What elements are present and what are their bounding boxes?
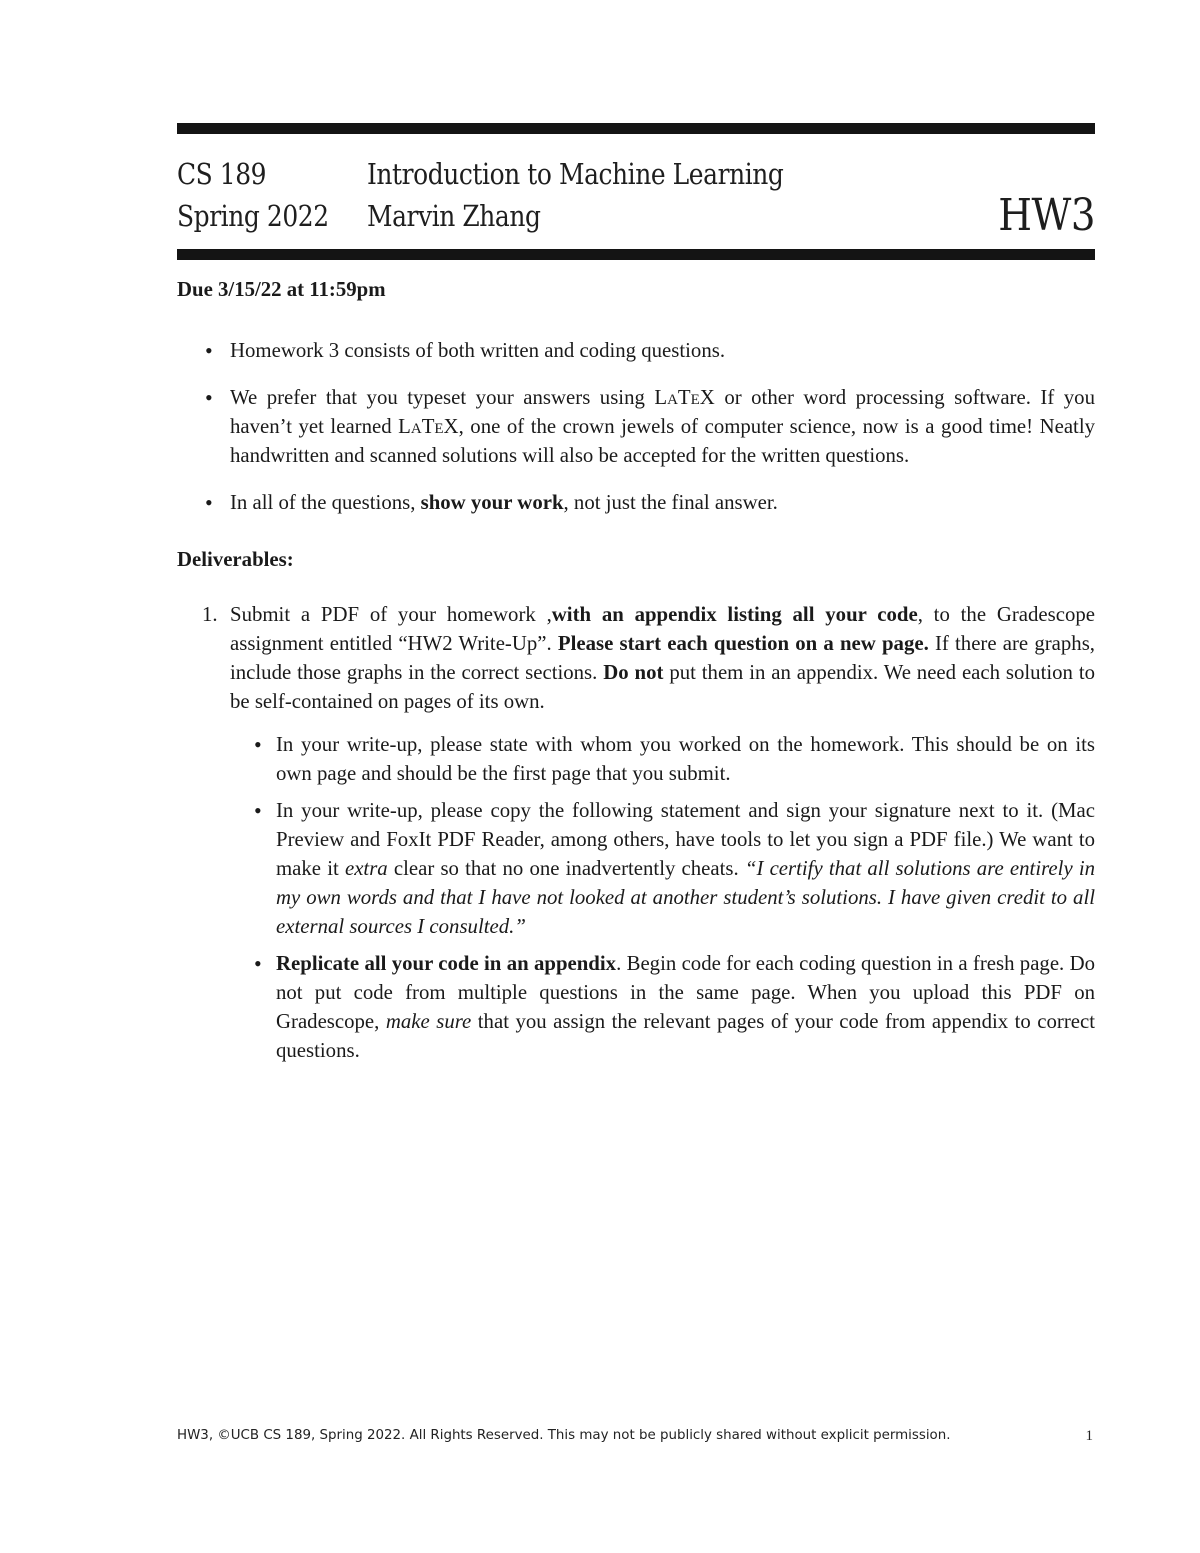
header-bottom-rule xyxy=(177,249,1095,260)
intro-text: We prefer that you typeset your answers using xyxy=(230,386,645,409)
intro-text: , one of the crown jewels of computer science, now is a good time! Neatly handwritten and scanned solutions will also be accepted for the written questions. xyxy=(230,415,1096,467)
sub-item-text: clear so that no one inadvertently cheats. xyxy=(393,857,739,880)
intro-item-written-coding xyxy=(230,336,1095,365)
document-body xyxy=(177,270,1095,1073)
sub-item-collaborators xyxy=(276,730,1095,788)
deliverable-text: put them in an appendix. We need each solution to be self-contained on pages of its own. xyxy=(230,661,1095,713)
intro-text: In all of the questions, xyxy=(230,491,416,514)
honor-statement: “I certify that all solutions are entirely in my own words and that I have not looked at another student’s solutions. I have given credit to all external sources I consulted.” xyxy=(276,857,1096,938)
sub-item-text: In your write-up, please state with whom you worked on the homework. This should be on its own page and should be the first page that you submit. xyxy=(276,733,1095,785)
intro-item-show-work xyxy=(230,488,1095,517)
intro-text: or other word processing software. If you haven’t yet learned xyxy=(230,386,1095,438)
deliverable-text: , to the Gradescope assignment entitled “HW2 Write-Up”. xyxy=(230,603,1095,655)
italic-text: extra xyxy=(344,857,388,880)
deliverable-sublist xyxy=(230,730,1095,1065)
emphasis-text: Replicate all your code in an appendix xyxy=(276,952,617,975)
deliverables-heading: Deliverables: xyxy=(177,548,294,571)
emphasis-text: with an appendix listing all your code xyxy=(551,603,918,626)
header-top-rule xyxy=(177,123,1095,134)
sub-item-appendix xyxy=(276,949,1095,1065)
copyright-notice: HW3, ©UCB CS 189, Spring 2022. All Rights Reserved. This may not be publicly shared without explicit permission. xyxy=(177,1428,951,1443)
page-number: 1 xyxy=(1085,1428,1093,1444)
emphasis-text: show your work xyxy=(420,491,564,514)
intro-text: , not just the final answer. xyxy=(563,491,778,514)
emphasis-text: Please start each question on a new page. xyxy=(557,632,929,655)
deliverable-text: If there are graphs, include those graphs in the correct sections. xyxy=(230,632,1096,684)
course-code: CS 189 xyxy=(177,157,267,191)
latex-logo: LaTeX xyxy=(398,415,459,438)
item-number: 1. xyxy=(202,603,218,626)
sub-item-text: In your write-up, please copy the following statement and sign your signature next to it. (Mac Preview and FoxIt PDF Reader, among others, have tools to let you sign a PDF file.) We want to make it xyxy=(276,799,1095,880)
emphasis-text: Do not xyxy=(603,661,664,684)
italic-text: make sure xyxy=(385,1010,472,1033)
intro-text: Homework 3 consists of both written and coding questions. xyxy=(230,339,726,362)
due-date: Due 3/15/22 at 11:59pm xyxy=(177,278,386,301)
sub-item-text: . Begin code for each coding question in a fresh page. Do not put code from multiple questions in the same page. When you upload this PDF on Gradescope, xyxy=(276,952,1095,1033)
course-term: Spring 2022 xyxy=(177,199,329,233)
course-title: Introduction to Machine Learning xyxy=(367,157,784,191)
latex-logo: LaTeX xyxy=(654,386,715,409)
deliverables-list xyxy=(177,600,1095,1065)
intro-list xyxy=(177,336,1095,517)
intro-item-typeset xyxy=(230,383,1095,470)
instructor-name: Marvin Zhang xyxy=(367,199,541,233)
sub-item-text: that you assign the relevant pages of your code from appendix to correct questions. xyxy=(276,1010,1096,1062)
deliverable-item xyxy=(202,600,1096,1065)
assignment-label: HW3 xyxy=(998,190,1095,241)
sub-item-honor-statement xyxy=(276,796,1095,941)
deliverable-text: Submit a PDF of your homework , xyxy=(230,603,552,626)
